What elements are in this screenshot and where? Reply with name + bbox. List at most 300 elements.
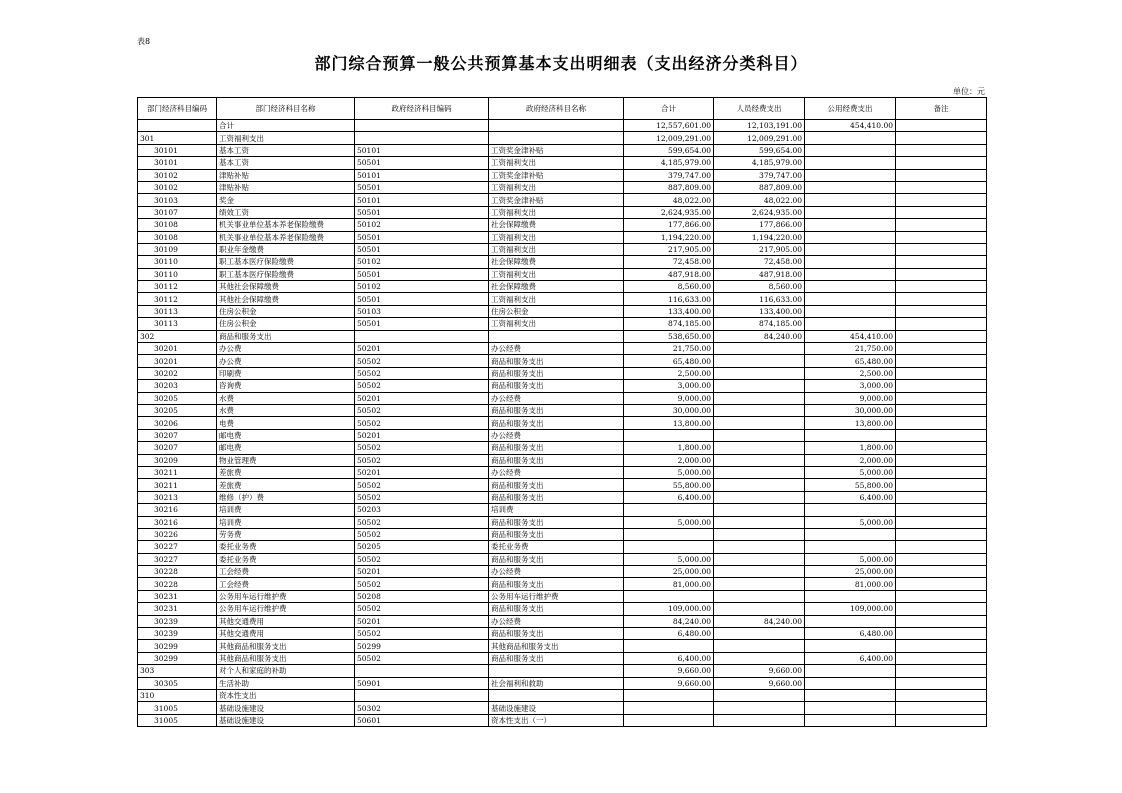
dept-name-cell: 差旅费: [217, 466, 355, 478]
gov-name-cell: 商品和服务支出: [489, 553, 624, 565]
gov-code-cell: 50502: [355, 380, 489, 392]
public-cell: [805, 268, 896, 280]
table-row: [138, 491, 987, 503]
remarks-cell: [896, 380, 987, 392]
public-cell: [805, 689, 896, 701]
remarks-cell: [896, 466, 987, 478]
personnel-cell: [714, 566, 805, 578]
dept-code-cell: 30112: [138, 281, 217, 293]
gov-name-cell: 商品和服务支出: [489, 491, 624, 503]
gov-name-cell: [489, 689, 624, 701]
gov-code-cell: 50101: [355, 194, 489, 206]
table-row: [138, 714, 987, 726]
total-cell: [624, 714, 714, 726]
gov-code-cell: 50501: [355, 268, 489, 280]
gov-code-cell: 50901: [355, 677, 489, 689]
gov-code-cell: 50201: [355, 392, 489, 404]
unit-label: 单位：元: [953, 87, 985, 96]
public-cell: [805, 157, 896, 169]
dept-code-cell: 30201: [138, 355, 217, 367]
table-row: [138, 652, 987, 664]
remarks-cell: [896, 144, 987, 156]
gov-name-cell: 工资奖金津补贴: [489, 144, 624, 156]
remarks-cell: [896, 169, 987, 181]
dept-name-cell: 基础设施建设: [217, 702, 355, 714]
total-cell: 4,185,979.00: [624, 157, 714, 169]
dept-code-cell: 31005: [138, 714, 217, 726]
gov-name-cell: 商品和服务支出: [489, 404, 624, 416]
remarks-cell: [896, 603, 987, 615]
total-cell: 8,560.00: [624, 281, 714, 293]
table-row: [138, 281, 987, 293]
public-cell: [805, 615, 896, 627]
table-row: [138, 157, 987, 169]
total-cell: [624, 541, 714, 553]
public-cell: 55,800.00: [805, 479, 896, 491]
table-row: [138, 144, 987, 156]
dept-code-cell: 30299: [138, 640, 217, 652]
personnel-cell: [714, 442, 805, 454]
personnel-cell: 1,194,220.00: [714, 231, 805, 243]
total-cell: 538,650.00: [624, 330, 714, 342]
total-cell: 48,022.00: [624, 194, 714, 206]
remarks-cell: [896, 590, 987, 602]
personnel-cell: [714, 404, 805, 416]
gov-code-cell: 50299: [355, 640, 489, 652]
total-cell: 9,660.00: [624, 665, 714, 677]
dept-code-cell: 31005: [138, 702, 217, 714]
total-cell: 379,747.00: [624, 169, 714, 181]
gov-name-cell: 商品和服务支出: [489, 652, 624, 664]
table-row: [138, 628, 987, 640]
public-cell: 2,000.00: [805, 454, 896, 466]
dept-code-cell: 310: [138, 689, 217, 701]
public-cell: [805, 243, 896, 255]
table-row: [138, 541, 987, 553]
gov-name-cell: 工资福利支出: [489, 243, 624, 255]
gov-code-cell: 50201: [355, 466, 489, 478]
gov-code-cell: 50502: [355, 417, 489, 429]
personnel-cell: [714, 702, 805, 714]
gov-code-cell: 50502: [355, 652, 489, 664]
remarks-cell: [896, 652, 987, 664]
total-cell: 30,000.00: [624, 404, 714, 416]
table-row: [138, 120, 987, 132]
header-personnel: 人员经费支出: [714, 98, 805, 120]
gov-code-cell: 50502: [355, 553, 489, 565]
personnel-cell: [714, 454, 805, 466]
public-cell: 25,000.00: [805, 566, 896, 578]
remarks-cell: [896, 528, 987, 540]
public-cell: [805, 714, 896, 726]
dept-code-cell: 30205: [138, 392, 217, 404]
remarks-cell: [896, 566, 987, 578]
total-cell: [624, 528, 714, 540]
table-row: [138, 677, 987, 689]
personnel-cell: 116,633.00: [714, 293, 805, 305]
personnel-cell: [714, 516, 805, 528]
gov-name-cell: 工资福利支出: [489, 318, 624, 330]
total-cell: 12,557,601.00: [624, 120, 714, 132]
gov-name-cell: 商品和服务支出: [489, 367, 624, 379]
personnel-cell: 8,560.00: [714, 281, 805, 293]
dept-name-cell: 培训费: [217, 504, 355, 516]
dept-code-cell: 30102: [138, 181, 217, 193]
public-cell: 1,800.00: [805, 442, 896, 454]
public-cell: [805, 144, 896, 156]
personnel-cell: [714, 714, 805, 726]
dept-name-cell: 工会经费: [217, 566, 355, 578]
personnel-cell: [714, 603, 805, 615]
remarks-cell: [896, 504, 987, 516]
gov-name-cell: 工资福利支出: [489, 206, 624, 218]
total-cell: 13,800.00: [624, 417, 714, 429]
remarks-cell: [896, 516, 987, 528]
personnel-cell: 12,103,191.00: [714, 120, 805, 132]
dept-name-cell: 住房公积金: [217, 318, 355, 330]
remarks-cell: [896, 256, 987, 268]
total-cell: 72,458.00: [624, 256, 714, 268]
public-cell: [805, 169, 896, 181]
remarks-cell: [896, 268, 987, 280]
gov-code-cell: 50101: [355, 169, 489, 181]
public-cell: [805, 429, 896, 441]
gov-code-cell: 50501: [355, 157, 489, 169]
dept-code-cell: 30110: [138, 268, 217, 280]
dept-code-cell: 30228: [138, 566, 217, 578]
table-row: [138, 553, 987, 565]
remarks-cell: [896, 305, 987, 317]
table-row: [138, 318, 987, 330]
dept-name-cell: 机关事业单位基本养老保险缴费: [217, 219, 355, 231]
table-header-row: [138, 98, 987, 120]
gov-code-cell: 50201: [355, 429, 489, 441]
public-cell: [805, 194, 896, 206]
total-cell: 9,000.00: [624, 392, 714, 404]
remarks-cell: [896, 714, 987, 726]
total-cell: 81,000.00: [624, 578, 714, 590]
personnel-cell: [714, 479, 805, 491]
remarks-cell: [896, 355, 987, 367]
public-cell: [805, 665, 896, 677]
dept-name-cell: 合计: [217, 120, 355, 132]
gov-name-cell: 办公经费: [489, 429, 624, 441]
remarks-cell: [896, 219, 987, 231]
table-row: [138, 231, 987, 243]
remarks-cell: [896, 281, 987, 293]
dept-code-cell: 30113: [138, 305, 217, 317]
personnel-cell: [714, 689, 805, 701]
table-row: [138, 132, 987, 144]
total-cell: 874,185.00: [624, 318, 714, 330]
remarks-cell: [896, 120, 987, 132]
dept-name-cell: 其他商品和服务支出: [217, 652, 355, 664]
remarks-cell: [896, 442, 987, 454]
dept-name-cell: 津贴补贴: [217, 181, 355, 193]
personnel-cell: [714, 590, 805, 602]
dept-code-cell: 30207: [138, 429, 217, 441]
public-cell: [805, 677, 896, 689]
table-row: [138, 454, 987, 466]
gov-code-cell: [355, 330, 489, 342]
dept-code-cell: 30209: [138, 454, 217, 466]
gov-code-cell: 50302: [355, 702, 489, 714]
remarks-cell: [896, 231, 987, 243]
table-row: [138, 689, 987, 701]
gov-code-cell: 50502: [355, 603, 489, 615]
dept-code-cell: 30205: [138, 404, 217, 416]
dept-code-cell: 30227: [138, 541, 217, 553]
personnel-cell: [714, 553, 805, 565]
table-row: [138, 181, 987, 193]
dept-name-cell: 对个人和家庭的补助: [217, 665, 355, 677]
table-row: [138, 380, 987, 392]
dept-code-cell: 30112: [138, 293, 217, 305]
gov-name-cell: 社会保障缴费: [489, 219, 624, 231]
public-cell: [805, 640, 896, 652]
remarks-cell: [896, 206, 987, 218]
table-row: [138, 343, 987, 355]
table-row: [138, 702, 987, 714]
personnel-cell: [714, 343, 805, 355]
table-row: [138, 417, 987, 429]
gov-name-cell: 社会福利和救助: [489, 677, 624, 689]
total-cell: 177,866.00: [624, 219, 714, 231]
personnel-cell: 9,660.00: [714, 677, 805, 689]
dept-name-cell: 其他交通费用: [217, 628, 355, 640]
dept-name-cell: 水费: [217, 392, 355, 404]
gov-code-cell: 50203: [355, 504, 489, 516]
dept-name-cell: 劳务费: [217, 528, 355, 540]
public-cell: 454,410.00: [805, 330, 896, 342]
table-row: [138, 528, 987, 540]
public-cell: 454,410.00: [805, 120, 896, 132]
gov-code-cell: 50102: [355, 281, 489, 293]
total-cell: 2,000.00: [624, 454, 714, 466]
dept-name-cell: 公务用车运行维护费: [217, 603, 355, 615]
total-cell: 887,809.00: [624, 181, 714, 193]
remarks-cell: [896, 702, 987, 714]
dept-code-cell: 30305: [138, 677, 217, 689]
gov-name-cell: 办公经费: [489, 466, 624, 478]
personnel-cell: 2,624,935.00: [714, 206, 805, 218]
public-cell: [805, 231, 896, 243]
public-cell: [805, 181, 896, 193]
header-gov-name: 政府经济科目名称: [489, 98, 624, 120]
header-public: 公用经费支出: [805, 98, 896, 120]
dept-name-cell: 办公费: [217, 355, 355, 367]
table-row: [138, 219, 987, 231]
public-cell: 3,000.00: [805, 380, 896, 392]
public-cell: [805, 305, 896, 317]
dept-code-cell: 30299: [138, 652, 217, 664]
total-cell: 25,000.00: [624, 566, 714, 578]
personnel-cell: [714, 417, 805, 429]
dept-name-cell: 基本工资: [217, 144, 355, 156]
personnel-cell: 84,240.00: [714, 615, 805, 627]
header-gov-code: 政府经济科目编码: [355, 98, 489, 120]
gov-code-cell: 50502: [355, 628, 489, 640]
personnel-cell: [714, 640, 805, 652]
dept-name-cell: 邮电费: [217, 442, 355, 454]
public-cell: 5,000.00: [805, 553, 896, 565]
personnel-cell: [714, 466, 805, 478]
gov-name-cell: 商品和服务支出: [489, 380, 624, 392]
remarks-cell: [896, 417, 987, 429]
public-cell: [805, 702, 896, 714]
table-row: [138, 256, 987, 268]
total-cell: [624, 590, 714, 602]
total-cell: 9,660.00: [624, 677, 714, 689]
gov-code-cell: 50102: [355, 219, 489, 231]
total-cell: 1,194,220.00: [624, 231, 714, 243]
gov-code-cell: 50501: [355, 231, 489, 243]
table-body: [138, 120, 987, 727]
gov-name-cell: 工资福利支出: [489, 231, 624, 243]
dept-name-cell: 职工基本医疗保险缴费: [217, 268, 355, 280]
remarks-cell: [896, 330, 987, 342]
dept-code-cell: 30103: [138, 194, 217, 206]
remarks-cell: [896, 157, 987, 169]
personnel-cell: 177,866.00: [714, 219, 805, 231]
remarks-cell: [896, 628, 987, 640]
gov-name-cell: 商品和服务支出: [489, 603, 624, 615]
gov-name-cell: 办公经费: [489, 615, 624, 627]
gov-code-cell: 50501: [355, 318, 489, 330]
header-total: 合计: [624, 98, 714, 120]
dept-name-cell: 委托业务费: [217, 553, 355, 565]
dept-code-cell: 30228: [138, 578, 217, 590]
personnel-cell: [714, 504, 805, 516]
dept-name-cell: 其他交通费用: [217, 615, 355, 627]
personnel-cell: [714, 355, 805, 367]
public-cell: 6,400.00: [805, 491, 896, 503]
public-cell: [805, 281, 896, 293]
dept-code-cell: 30108: [138, 219, 217, 231]
dept-name-cell: 住房公积金: [217, 305, 355, 317]
dept-name-cell: 物业管理费: [217, 454, 355, 466]
gov-name-cell: 办公经费: [489, 566, 624, 578]
gov-name-cell: 办公经费: [489, 392, 624, 404]
gov-code-cell: 50201: [355, 566, 489, 578]
gov-name-cell: 办公经费: [489, 343, 624, 355]
public-cell: [805, 590, 896, 602]
public-cell: 21,750.00: [805, 343, 896, 355]
dept-code-cell: 30206: [138, 417, 217, 429]
personnel-cell: 48,022.00: [714, 194, 805, 206]
table-row: [138, 466, 987, 478]
table-row: [138, 243, 987, 255]
dept-code-cell: 30109: [138, 243, 217, 255]
gov-code-cell: 50502: [355, 491, 489, 503]
gov-name-cell: 商品和服务支出: [489, 417, 624, 429]
dept-name-cell: 电费: [217, 417, 355, 429]
public-cell: 13,800.00: [805, 417, 896, 429]
total-cell: 5,000.00: [624, 516, 714, 528]
gov-code-cell: 50501: [355, 206, 489, 218]
gov-code-cell: [355, 689, 489, 701]
personnel-cell: 84,240.00: [714, 330, 805, 342]
table-row: [138, 367, 987, 379]
total-cell: [624, 504, 714, 516]
remarks-cell: [896, 367, 987, 379]
public-cell: [805, 528, 896, 540]
public-cell: 109,000.00: [805, 603, 896, 615]
dept-name-cell: 咨询费: [217, 380, 355, 392]
gov-code-cell: [355, 665, 489, 677]
header-dept-name: 部门经济科目名称: [217, 98, 355, 120]
personnel-cell: 12,009,291.00: [714, 132, 805, 144]
dept-code-cell: 30231: [138, 603, 217, 615]
gov-code-cell: [355, 132, 489, 144]
remarks-cell: [896, 615, 987, 627]
gov-name-cell: [489, 665, 624, 677]
personnel-cell: [714, 491, 805, 503]
personnel-cell: 874,185.00: [714, 318, 805, 330]
gov-code-cell: 50502: [355, 367, 489, 379]
dept-name-cell: 其他商品和服务支出: [217, 640, 355, 652]
public-cell: 30,000.00: [805, 404, 896, 416]
personnel-cell: [714, 652, 805, 664]
dept-code-cell: 30203: [138, 380, 217, 392]
dept-name-cell: 职工基本医疗保险缴费: [217, 256, 355, 268]
dept-code-cell: 30213: [138, 491, 217, 503]
total-cell: 6,480.00: [624, 628, 714, 640]
gov-name-cell: [489, 330, 624, 342]
table-row: [138, 516, 987, 528]
remarks-cell: [896, 194, 987, 206]
total-cell: 84,240.00: [624, 615, 714, 627]
dept-name-cell: 商品和服务支出: [217, 330, 355, 342]
table-row: [138, 392, 987, 404]
total-cell: [624, 429, 714, 441]
remarks-cell: [896, 541, 987, 553]
dept-code-cell: 30216: [138, 504, 217, 516]
remarks-cell: [896, 343, 987, 355]
gov-name-cell: 住房公积金: [489, 305, 624, 317]
gov-code-cell: [355, 120, 489, 132]
dept-code-cell: 30207: [138, 442, 217, 454]
total-cell: 133,400.00: [624, 305, 714, 317]
dept-code-cell: 30211: [138, 479, 217, 491]
dept-code-cell: 30108: [138, 231, 217, 243]
gov-name-cell: 商品和服务支出: [489, 628, 624, 640]
remarks-cell: [896, 578, 987, 590]
gov-name-cell: 资本性支出（一）: [489, 714, 624, 726]
dept-code-cell: 30216: [138, 516, 217, 528]
gov-name-cell: 其他商品和服务支出: [489, 640, 624, 652]
personnel-cell: [714, 392, 805, 404]
public-cell: 65,480.00: [805, 355, 896, 367]
remarks-cell: [896, 243, 987, 255]
personnel-cell: [714, 528, 805, 540]
table-row: [138, 442, 987, 454]
personnel-cell: 379,747.00: [714, 169, 805, 181]
table-row: [138, 293, 987, 305]
table-row: [138, 404, 987, 416]
remarks-cell: [896, 181, 987, 193]
dept-code-cell: 30226: [138, 528, 217, 540]
gov-name-cell: 公务用车运行维护费: [489, 590, 624, 602]
gov-name-cell: 商品和服务支出: [489, 528, 624, 540]
dept-code-cell: 30110: [138, 256, 217, 268]
public-cell: [805, 541, 896, 553]
total-cell: 217,905.00: [624, 243, 714, 255]
gov-name-cell: 商品和服务支出: [489, 454, 624, 466]
total-cell: 6,400.00: [624, 652, 714, 664]
gov-code-cell: 50502: [355, 516, 489, 528]
total-cell: 21,750.00: [624, 343, 714, 355]
